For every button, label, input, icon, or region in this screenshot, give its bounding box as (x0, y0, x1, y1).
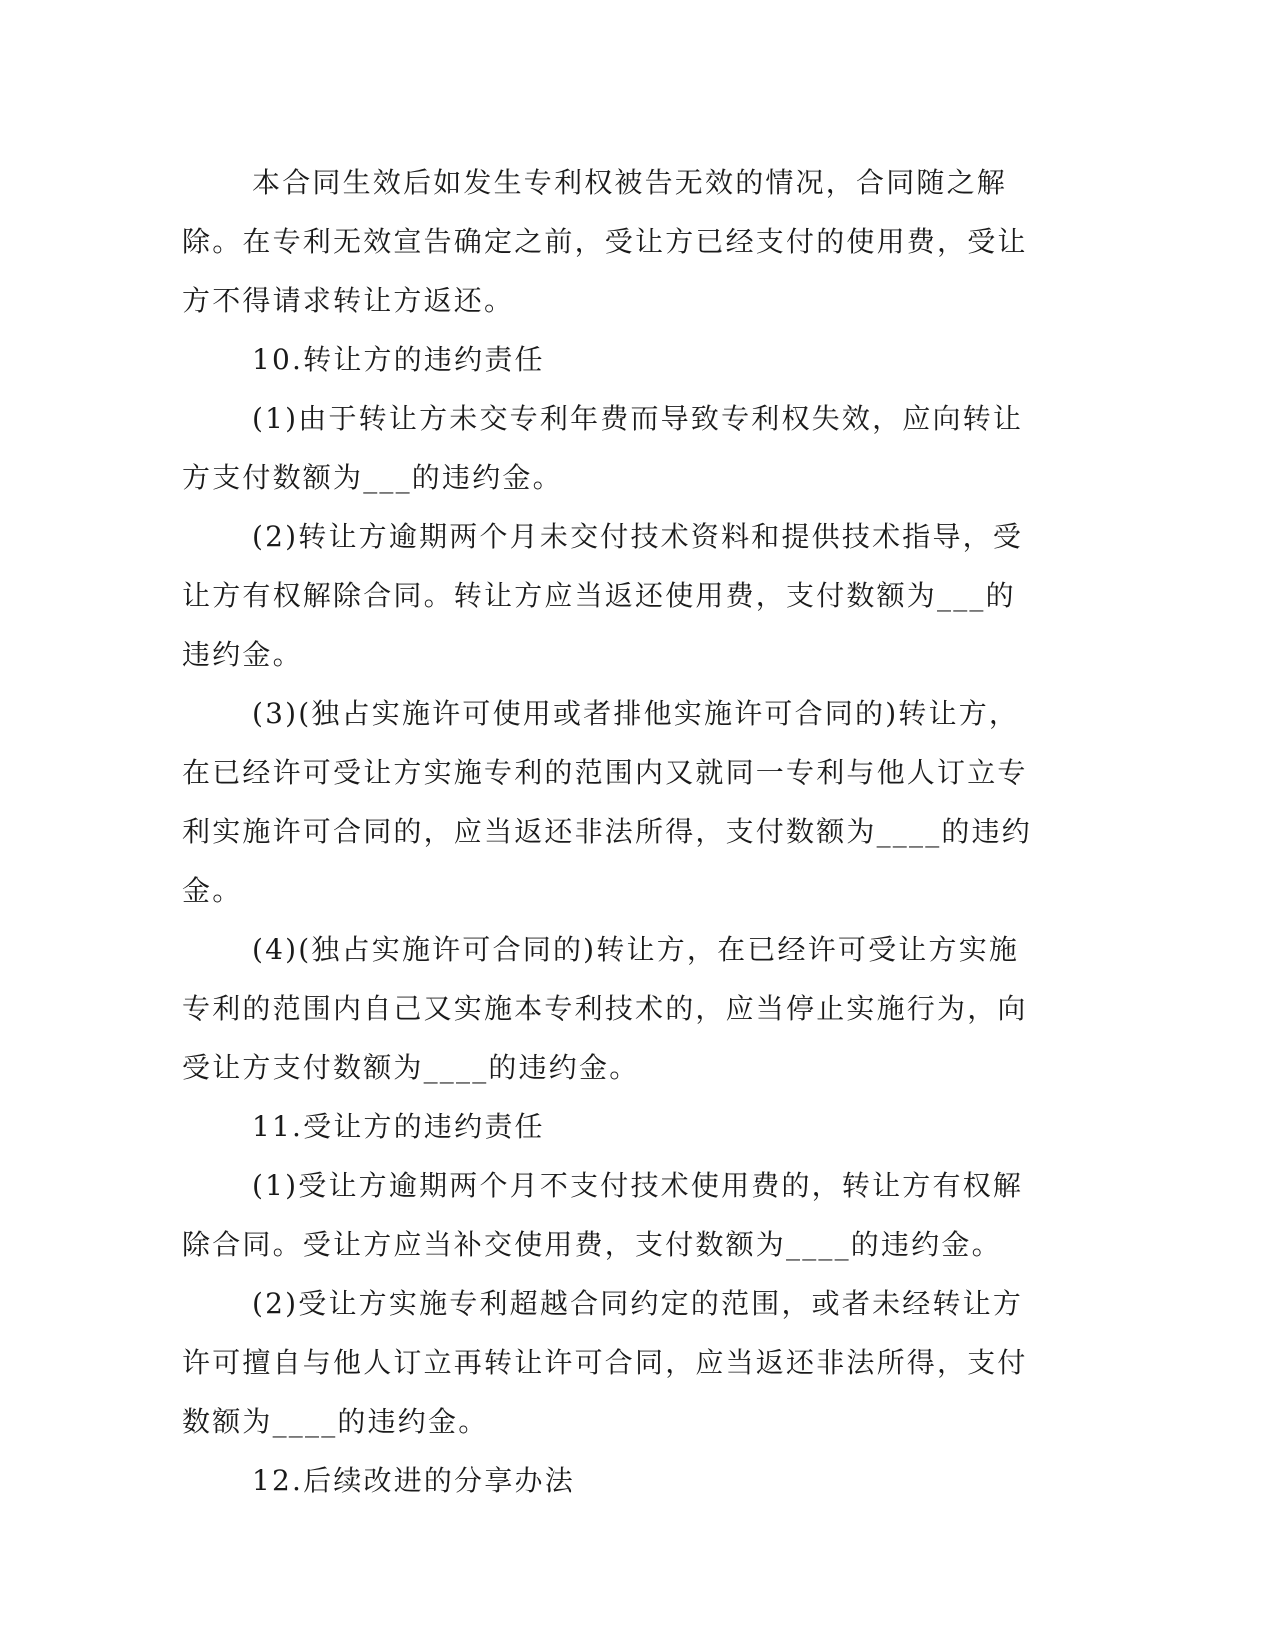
paragraph-11-1: (1)受让方逾期两个月不支付技术使用费的，转让方有权解除合同。受让方应当补交使用费，支付数额为____的违约金。 (182, 1169, 1024, 1261)
paragraph-10-3: (3)(独占实施许可使用或者排他实施许可合同的)转让方，在已经许可受让方实施专利的范围内又就同一专利与他人订立专利实施许可合同的，应当返还非法所得，支付数额为____的违约金。 (182, 697, 1033, 907)
document-page (182, 153, 1032, 1510)
paragraph-patent-invalid: 本合同生效后如发生专利权被告无效的情况，合同随之解除。在专利无效宣告确定之前，受让方已经支付的使用费，受让方不得请求转让方返还。 (182, 166, 1028, 317)
paragraph-10-2: (2)转让方逾期两个月未交付技术资料和提供技术指导，受让方有权解除合同。转让方应当返还使用费，支付数额为___的违约金。 (182, 520, 1024, 671)
paragraph-11-2: (2)受让方实施专利超越合同约定的范围，或者未经转让方许可擅自与他人订立再转让许可合同，应当返还非法所得，支付数额为____的违约金。 (182, 1287, 1028, 1438)
paragraph-10-1: (1)由于转让方未交专利年费而导致专利权失效，应向转让方支付数额为___的违约金。 (182, 402, 1024, 494)
section-heading-10: 10.转让方的违约责任 (252, 343, 545, 376)
section-heading-12: 12.后续改进的分享办法 (252, 1464, 575, 1497)
paragraph-10-4: (4)(独占实施许可合同的)转让方，在已经许可受让方实施专利的范围内自己又实施本专利技术的，应当停止实施行为，向受让方支付数额为____的违约金。 (182, 933, 1028, 1084)
section-heading-11: 11.受让方的违约责任 (252, 1110, 545, 1143)
